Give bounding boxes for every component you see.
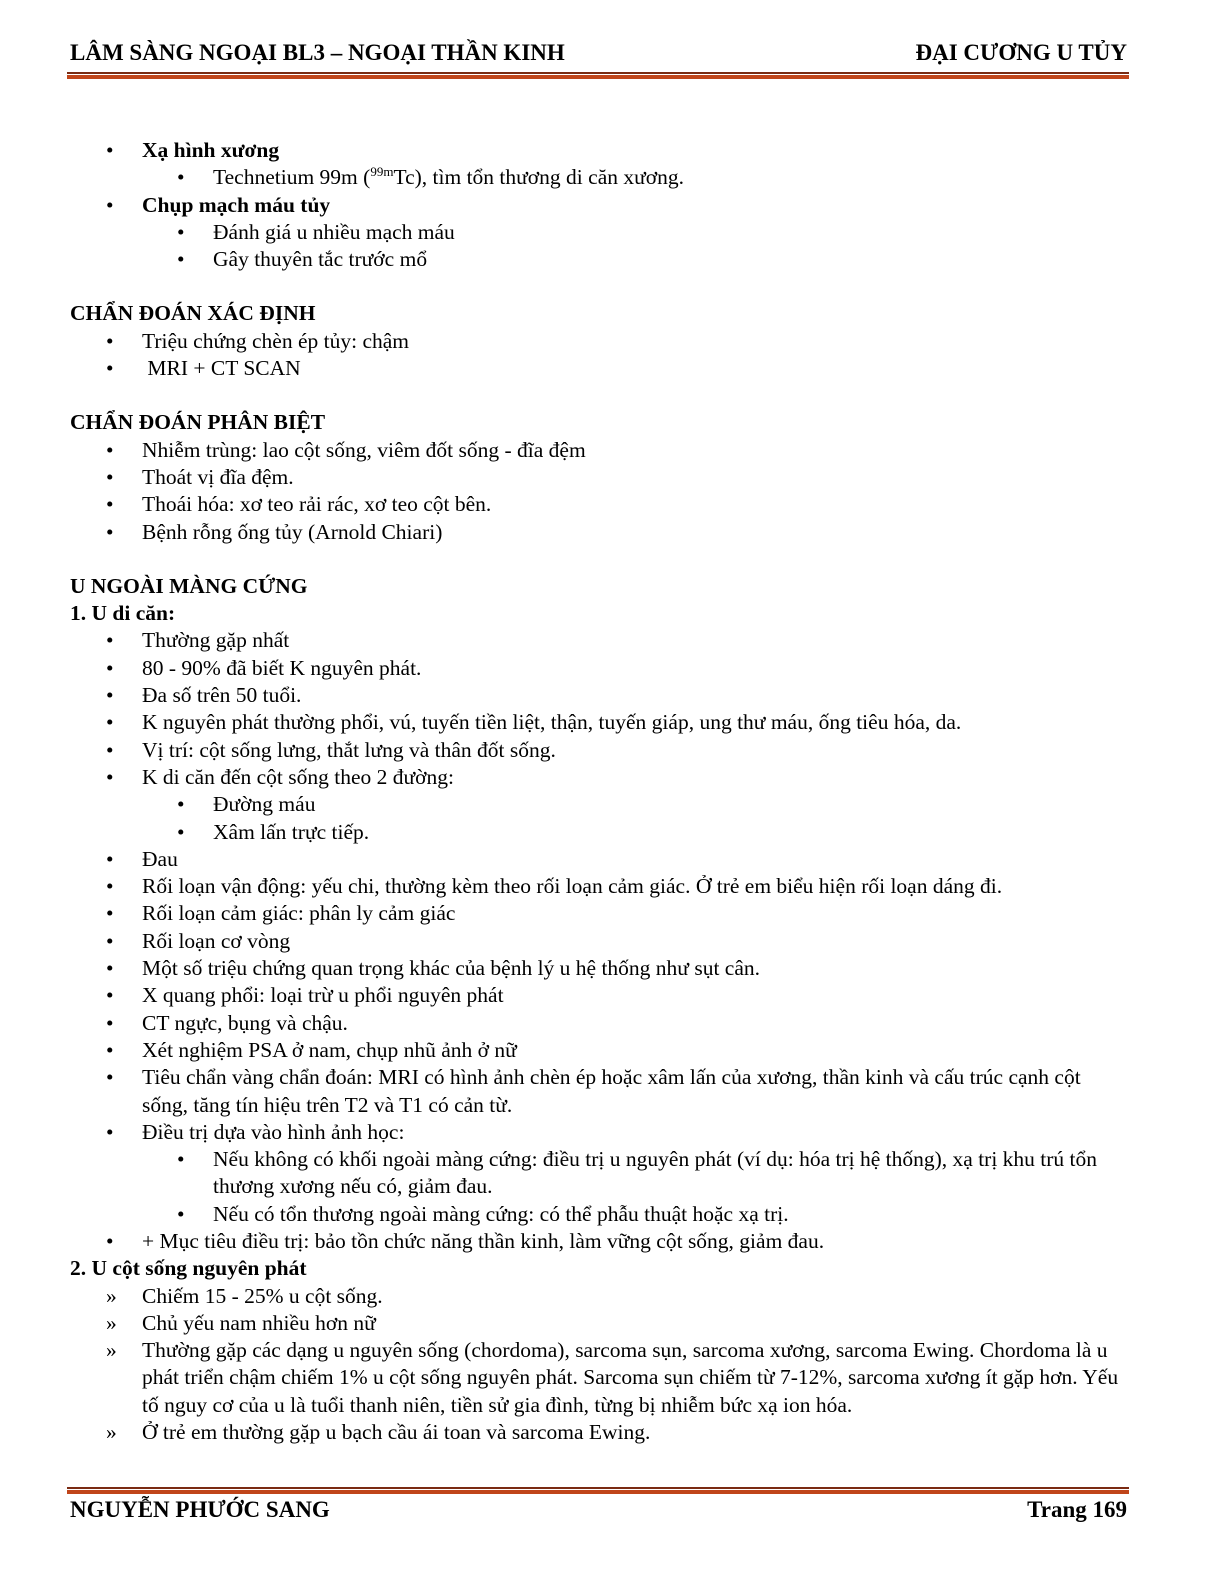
list-item: • Rối loạn vận động: yếu chi, thường kèm theo rối loạn cảm giác. Ở trẻ em biểu hiện rối loạn dáng đi. — [106, 874, 1003, 899]
list-item: • Một số triệu chứng quan trọng khác của bệnh lý u hệ thống như sụt cân. — [106, 956, 761, 981]
list-item: • Thoái hóa: xơ teo rải rác, xơ teo cột bên. — [106, 492, 492, 517]
list-item: • Rối loạn cơ vòng — [106, 928, 291, 953]
list-subitem: • Xâm lấn trực tiếp. — [177, 819, 370, 844]
list-item: • Vị trí: cột sống lưng, thắt lưng và thân đốt sống. — [106, 737, 556, 762]
list-item: » Chủ yếu nam nhiều hơn nữ — [106, 1310, 376, 1335]
list-item: • Chụp mạch máu tủy — [106, 192, 331, 217]
list-item: • Nhiễm trùng: lao cột sống, viêm đốt sống - đĩa đệm — [106, 437, 586, 462]
list-item: » Thường gặp các dạng u nguyên sống (chordoma), sarcoma sụn, sarcoma xương, sarcoma Ewing. Chordoma là u phát triển chậm chiếm 1% u cột sống nguyên phát. Sarcoma sụn chiếm từ 7-12%, sarcoma xương ít gặp hơn. Yếu tố nguy cơ của u là tuổi thanh niên, tiền sử gia đình, từng bị nhiễm bức xạ ion hóa. — [106, 1338, 1119, 1417]
list-subitem: • Đánh giá u nhiều mạch máu — [177, 219, 455, 244]
section-heading: U NGOÀI MÀNG CỨNG — [70, 573, 308, 598]
list-item: » Chiếm 15 - 25% u cột sống. — [106, 1283, 383, 1308]
list-item: • CT ngực, bụng và chậu. — [106, 1010, 348, 1035]
list-item: • Điều trị dựa vào hình ảnh học: — [106, 1119, 405, 1144]
list-item: • Triệu chứng chèn ép tủy: chậm — [106, 328, 410, 353]
list-item: • Thoát vị đĩa đệm. — [106, 464, 294, 489]
list-item: • Tiêu chẩn vàng chẩn đoán: MRI có hình ảnh chèn ép hoặc xâm lấn của xương, thần kinh và cấu trúc cạnh cột sống, tăng tín hiệu trên T2 và T1 có cản từ. — [106, 1065, 1081, 1117]
list-subitem: • Technetium 99m ($^{99m}$Tc), tìm tổn thương di căn xương. — [177, 164, 685, 190]
list-subitem: • Gây thuyên tắc trước mổ — [177, 247, 428, 272]
page-number: Trang 169 — [1027, 1497, 1127, 1522]
footer-rule — [67, 1487, 1129, 1494]
list-item: • K nguyên phát thường phổi, vú, tuyến tiền liệt, thận, tuyến giáp, ung thư máu, ống tiêu hóa, da. — [106, 710, 962, 735]
list-subitem: • Nếu có tổn thương ngoài màng cứng: có thể phẫu thuật hoặc xạ trị. — [177, 1201, 789, 1226]
page-footer — [70, 1497, 1127, 1527]
list-item: • Xét nghiệm PSA ở nam, chụp nhũ ảnh ở nữ — [106, 1037, 517, 1062]
list-item: • Đa số trên 50 tuổi. — [106, 683, 302, 708]
subsection-heading: 1. U di căn: — [70, 601, 176, 626]
page-body — [70, 137, 1127, 1446]
section-heading: CHẨN ĐOÁN PHÂN BIỆT — [70, 410, 326, 435]
list-item: • Rối loạn cảm giác: phân ly cảm giác — [106, 901, 456, 926]
list-item: • X quang phổi: loại trừ u phổi nguyên phát — [106, 983, 504, 1008]
list-item: • MRI + CT SCAN — [106, 356, 301, 381]
header-rule — [67, 72, 1129, 79]
list-item: • Thường gặp nhất — [106, 628, 290, 653]
list-item: • Đau — [106, 846, 178, 871]
list-subitem: • Nếu không có khối ngoài màng cứng: điều trị u nguyên phát (ví dụ: hóa trị hệ thống), xạ trị khu trú tổn thương xương nếu có, giảm đau. — [177, 1147, 1098, 1199]
list-item: • + Mục tiêu điều trị: bảo tồn chức năng thần kinh, làm vững cột sống, giảm đau. — [106, 1228, 825, 1253]
header-course-title: LÂM SÀNG NGOẠI BL3 – NGOẠI THẦN KINH — [70, 40, 565, 65]
list-item: • K di căn đến cột sống theo 2 đường: — [106, 764, 455, 789]
list-subitem: • Đường máu — [177, 792, 316, 817]
header-chapter-title: ĐẠI CƯƠNG U TỦY — [915, 40, 1127, 65]
page-header — [70, 40, 1127, 70]
list-item: » Ở trẻ em thường gặp u bạch cầu ái toan và sarcoma Ewing. — [106, 1420, 651, 1445]
list-item: • Xạ hình xương — [106, 138, 280, 162]
section-heading: CHẨN ĐOÁN XÁC ĐỊNH — [70, 301, 316, 326]
list-item: • Bệnh rỗng ống tủy (Arnold Chiari) — [106, 519, 443, 544]
list-item: • 80 - 90% đã biết K nguyên phát. — [106, 655, 422, 680]
footer-author: NGUYỄN PHƯỚC SANG — [70, 1497, 330, 1522]
subsection-heading: 2. U cột sống nguyên phát — [70, 1256, 307, 1281]
